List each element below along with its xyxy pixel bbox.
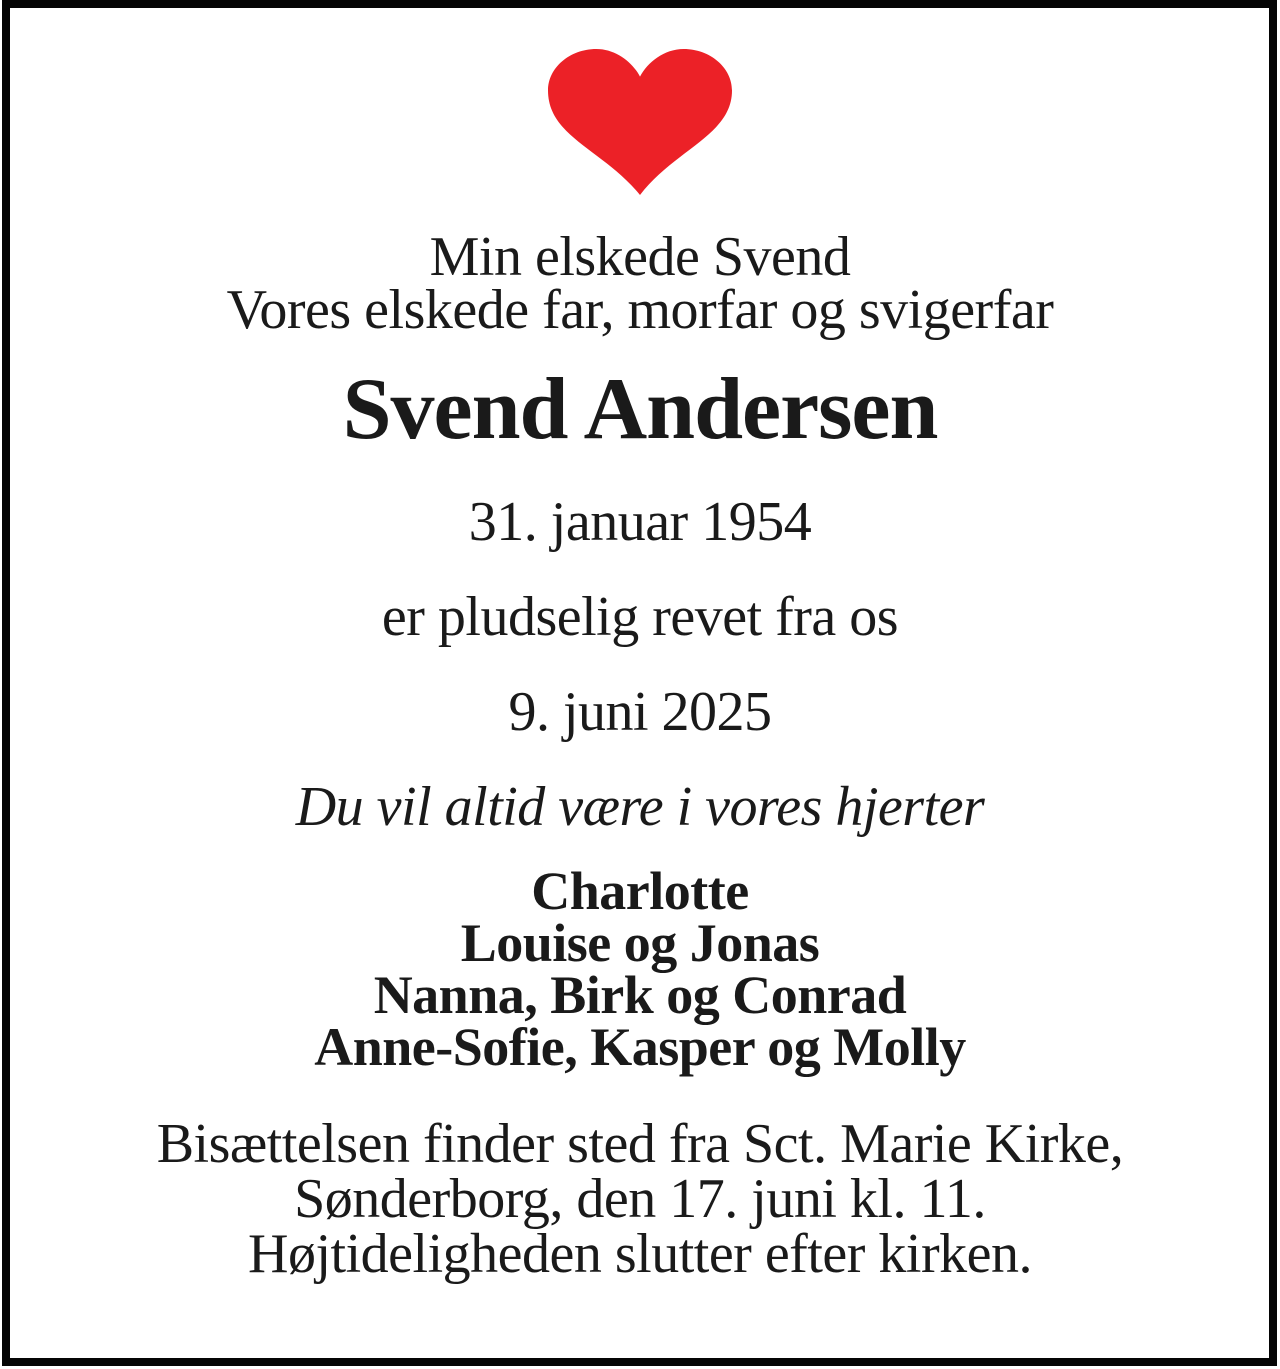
death-date: 9. juni 2025 (508, 681, 772, 743)
birth-date: 31. januar 1954 (468, 491, 812, 553)
memorial-quote: Du vil altid være i vores hjerter (295, 776, 985, 838)
family-name-line: Nanna, Birk og Conrad (373, 965, 907, 1025)
heart-shape (548, 49, 732, 195)
ceremony-line-1: Bisættelsen finder sted fra Sct. Marie Kirke, (156, 1113, 1124, 1175)
family-name-line: Anne-Sofie, Kasper og Molly (314, 1017, 966, 1077)
ceremony-line-3: Højtideligheden slutter efter kirken. (248, 1223, 1032, 1285)
intro-lines (0, 226, 1280, 341)
ceremony-details (0, 1113, 1280, 1285)
intro-line-2: Vores elskede far, morfar og svigerfar (226, 279, 1054, 341)
family-name-line: Louise og Jonas (460, 913, 820, 973)
family-names (0, 861, 1280, 1077)
heart-icon (548, 49, 732, 195)
ceremony-line-2: Sønderborg, den 17. juni kl. 11. (294, 1168, 986, 1230)
death-message: er pludselig revet fra os (381, 586, 899, 648)
family-name-line: Charlotte (531, 861, 749, 921)
deceased-name: Svend Andersen (342, 361, 938, 458)
intro-line-1: Min elskede Svend (429, 226, 851, 288)
